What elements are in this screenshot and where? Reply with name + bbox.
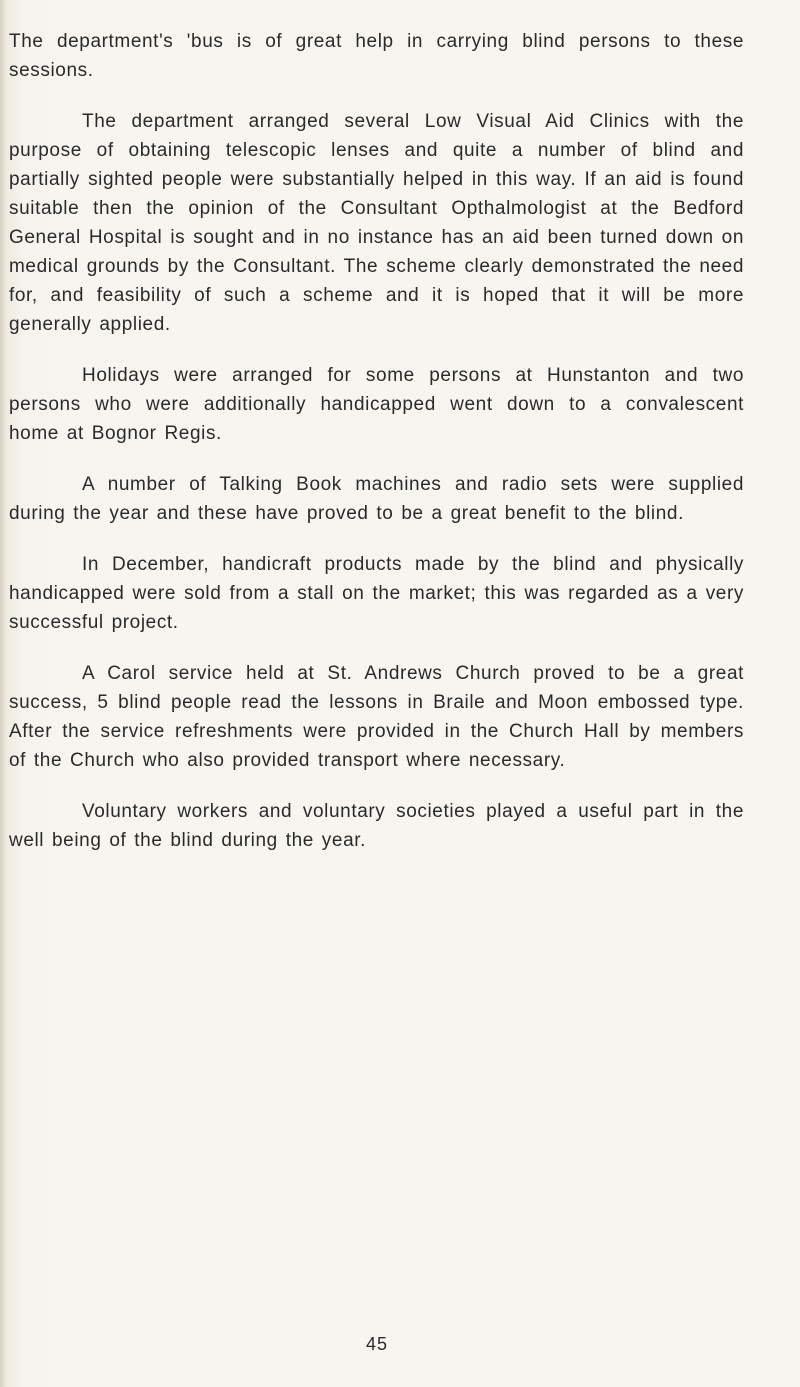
paragraph-carol-service: A Carol service held at St. Andrews Church proved to be a great success, 5 blind people read the lessons in Braile and Moon embossed type. After the service refreshments were provided in the Church Hall by members of the Church who also provided transport where necessary. [9,663,744,771]
paragraph-talking-books: A number of Talking Book machines and radio sets were supplied during the year and these have proved to be a great benefit to the blind. [9,474,744,524]
page-binding-shadow [0,0,6,1387]
page-number: 45 [366,1334,389,1354]
paragraph-bus-transport: The department's 'bus is of great help in carrying blind persons to these sessions. [9,31,744,81]
paragraph-low-visual-aid-clinics: The department arranged several Low Visual Aid Clinics with the purpose of obtaining telescopic lenses and quite a number of blind and partially sighted people were substantially helped in this way. If an aid is found suitable then the opinion of the Consultant Opthalmologist at the Bedford General Hospital is sought and in no instance has an aid been turned down on medical grounds by the Consultant. The scheme clearly demonstrated the need for, and feasibility of such a scheme and it is hoped that it will be more generally applied. [9,111,744,335]
paragraph-holidays: Holidays were arranged for some persons at Hunstanton and two persons who were additionally handicapped went down to a convalescent home at Bognor Regis. [9,365,744,444]
paragraph-handicraft-stall: In December, handicraft products made by the blind and physically handicapped were sold from a stall on the market; this was regarded as a very successful project. [9,554,744,633]
body-text [9,27,744,877]
paragraph-voluntary-workers: Voluntary workers and voluntary societies played a useful part in the well being of the blind during the year. [9,801,744,851]
